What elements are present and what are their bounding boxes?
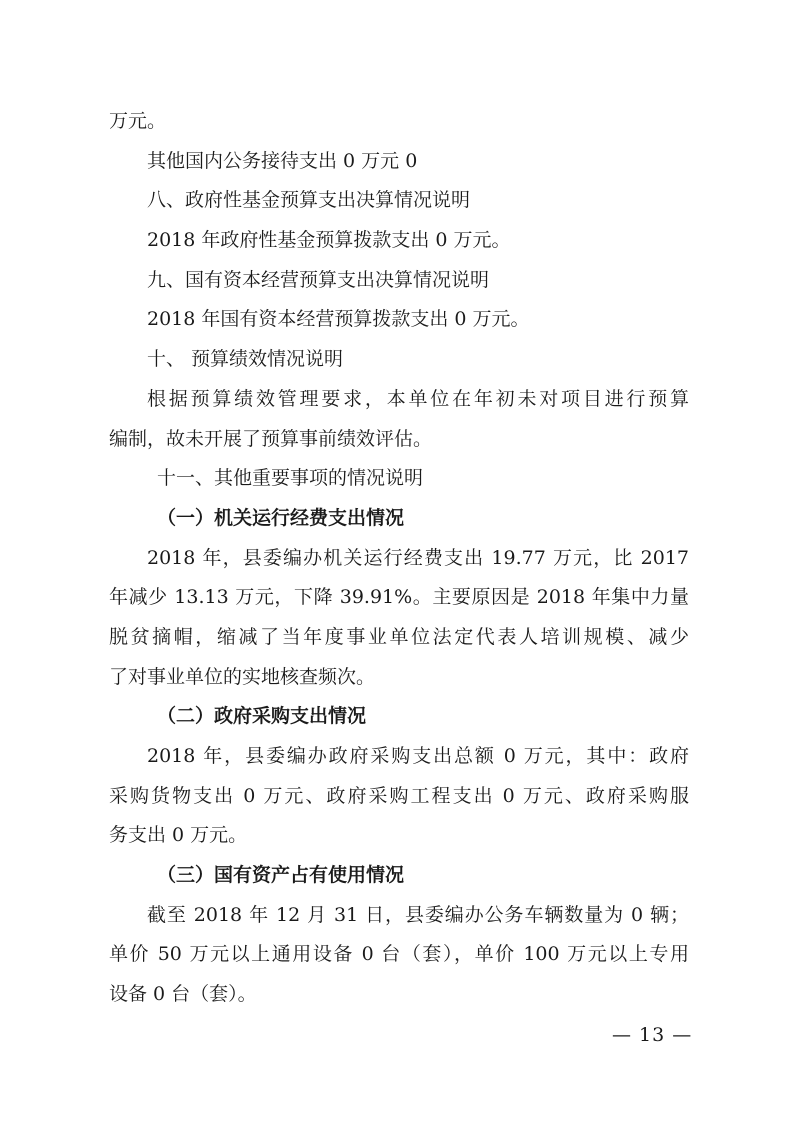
paragraph-line: 脱贫摘帽，缩减了当年度事业单位法定代表人培训规模、减少 — [109, 625, 689, 648]
section-heading-11: 十一、其他重要事项的情况说明 — [157, 467, 424, 490]
page-number: — 13 — — [612, 1024, 693, 1046]
paragraph-line: 万元。 — [109, 110, 167, 132]
paragraph-line: 2018 年政府性基金预算拨款支出 0 万元。 — [147, 229, 511, 252]
paragraph-line: 单价 50 万元以上通用设备 0 台（套），单价 100 万元以上专用 — [109, 943, 689, 966]
section-heading-10: 十、 预算绩效情况说明 — [147, 348, 344, 371]
paragraph-line: 2018 年国有资本经营预算拨款支出 0 万元。 — [147, 308, 530, 331]
section-heading-9: 九、国有资本经营预算支出决算情况说明 — [147, 268, 490, 291]
paragraph-line: 2018 年，县委编办政府采购支出总额 0 万元，其中：政府 — [147, 745, 689, 767]
section-heading-8: 八、政府性基金预算支出决算情况说明 — [147, 189, 471, 212]
paragraph-line: 编制，故未开展了预算事前绩效评估。 — [109, 427, 433, 450]
paragraph-line: 根据预算绩效管理要求，本单位在年初未对项目进行预算 — [147, 387, 689, 410]
page-body — [109, 102, 689, 1015]
paragraph-line: 其他国内公务接待支出 0 万元 0 — [147, 149, 418, 172]
subsection-heading-2: （二）政府采购支出情况 — [157, 705, 367, 728]
paragraph-line: 了对事业单位的实地核查频次。 — [109, 665, 376, 688]
paragraph-line: 截至 2018 年 12 月 31 日，县委编办公务车辆数量为 0 辆； — [147, 903, 689, 926]
subsection-heading-1: （一）机关运行经费支出情况 — [157, 506, 405, 529]
paragraph-line: 2018 年，县委编办机关运行经费支出 19.77 万元，比 2017 — [147, 546, 689, 569]
paragraph-line: 采购货物支出 0 万元、政府采购工程支出 0 万元、政府采购服 — [109, 784, 689, 807]
subsection-heading-3: （三）国有资产占有使用情况 — [157, 864, 405, 887]
paragraph-line: 务支出 0 万元。 — [109, 824, 248, 847]
paragraph-line: 年减少 13.13 万元，下降 39.91%。主要原因是 2018 年集中力量 — [109, 586, 689, 609]
paragraph-line: 设备 0 台（套）。 — [109, 983, 257, 1006]
